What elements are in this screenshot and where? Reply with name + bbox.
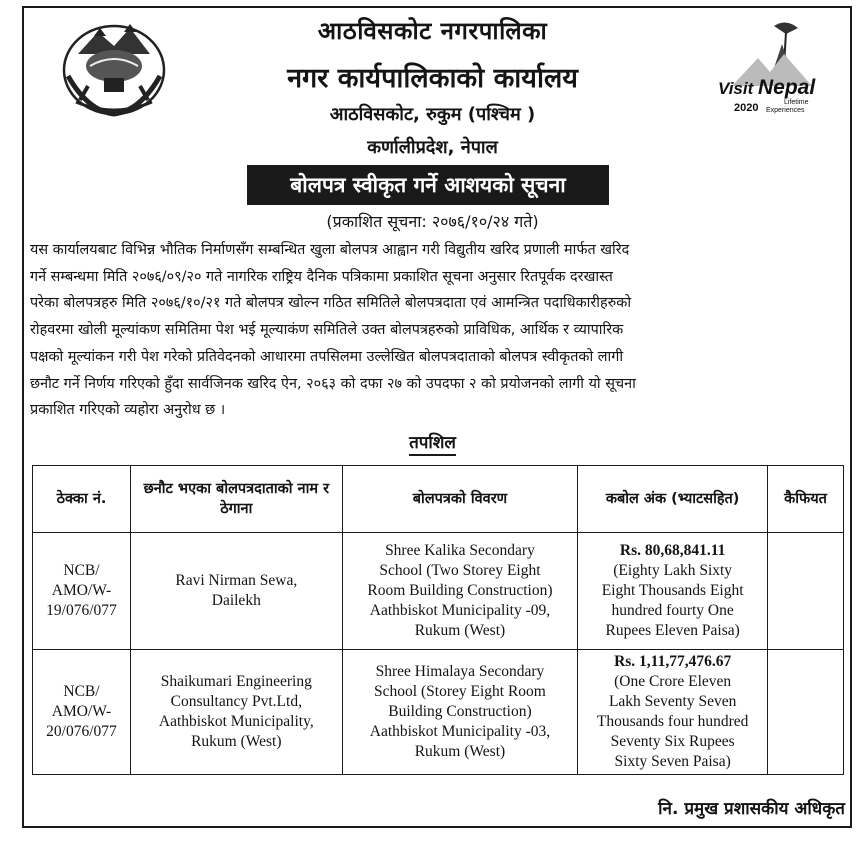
signatory-title: नि. प्रमुख प्रशासकीय अधिकृत: [658, 799, 845, 819]
province-country: कर्णालीप्रदेश, नेपाल: [367, 137, 498, 158]
amount-figure: Rs. 1,11,77,476.67: [614, 653, 732, 670]
header-bidder: छनौट भएका बोलपत्रदाताको नाम र ठेगाना: [130, 466, 342, 533]
cell-contract-no: NCB/ AMO/W- 20/076/077: [33, 650, 131, 775]
amount-figure: Rs. 80,68,841.11: [619, 542, 726, 559]
header-contract-no: ठेक्का नं.: [33, 466, 131, 533]
cell-remarks: [768, 533, 844, 650]
office-address: आठविसकोट, रुकुम (पश्चिम ): [329, 104, 536, 125]
body-line: रोहवरमा खोली मूल्यांकण समितिमा पेश भई मूल्याकंण समितिले उक्त बोलपत्रहरुको प्राविधिक, आर्थिक र व्यापारिक: [30, 322, 624, 339]
logo-tag-experiences: Experiences: [766, 107, 805, 114]
body-line: गर्ने सम्बन्धमा मिति २०७६/०९/२० गते नागरिक राष्ट्रिय दैनिक पत्रिकामा प्रकाशित सूचना अनुसार रितपूर्वक दरखास्त: [30, 268, 613, 285]
details-heading: तपशिल: [0, 430, 865, 453]
bid-award-table: [32, 465, 844, 775]
header-amount: कबोल अंक (भ्याटसहित): [578, 466, 768, 533]
header-description: बोलपत्रको विवरण: [342, 466, 578, 533]
published-date: (प्रकाशित सूचना: २०७६/१०/२४ गते): [326, 212, 539, 231]
visit-logo-text: Visit: [718, 79, 754, 98]
cell-description: Shree Himalaya Secondary School (Storey Eight Room Building Construction) Aathbiskot Municipality -03, Rukum (West): [342, 650, 578, 775]
cell-description: Shree Kalika Secondary School (Two Storey Eight Room Building Construction) Aathbiskot Municipality -09, Rukum (West): [342, 533, 578, 650]
nepal-logo-text: Nepal: [758, 76, 816, 99]
body-line: छनौट गर्ने निर्णय गरिएको हुँदा सार्वजिनक खरिद ऐन, २०६३ को दफा २७ को उपदफा २ को प्रयोजनको लागी यो सूचना: [30, 375, 636, 392]
body-line: यस कार्यालयबाट विभिन्न भौतिक निर्माणसँग सम्बन्धित खुला बोलपत्र आह्वान गरी विद्युतीय खरिद प्रणाली मार्फत खरिद: [30, 242, 630, 258]
cell-contract-no: NCB/ AMO/W- 19/076/077: [33, 533, 131, 650]
cell-amount: Rs. 1,11,77,476.67 (One Crore Eleven Lakh Seventy Seven Thousands four hundred Seventy Six Rupees Sixty Seven Paisa): [578, 650, 768, 775]
office-name: नगर कार्यपालिकाको कार्यालय: [287, 63, 578, 94]
body-line: पक्षको मूल्यांकन गरी पेश गरेको प्रतिवेदनको आधारमा तपसिलमा उल्लेखित बोलपत्रदाताको बोलपत्र स्वीकृतको लागी: [30, 348, 624, 365]
cell-amount: Rs. 80,68,841.11 (Eighty Lakh Sixty Eight Thousands Eight hundred fourty One Rupees Eleven Paisa): [578, 533, 768, 650]
notice-title: बोलपत्र स्वीकृत गर्ने आशयको सूचना: [247, 165, 609, 205]
body-line: परेका बोलपत्रहरु मिति २०७६/१०/२१ गते बोलपत्र खोल्न गठित समितिले बोलपत्रदाता एवं आमन्त्रित पदाधिकारीहरुको: [30, 295, 632, 312]
notice-body: [30, 237, 850, 424]
cell-remarks: [768, 650, 844, 775]
header-remarks: कैफियत: [768, 466, 844, 533]
body-line: प्रकाशित गरिएको व्यहोरा अनुरोध छ ।: [30, 402, 226, 419]
cell-bidder: Ravi Nirman Sewa, Dailekh: [130, 533, 342, 650]
logo-tag-lifetime: Lifetime: [784, 99, 809, 106]
municipality-name: आठविसकोट नगरपालिका: [317, 17, 548, 45]
table-row: [33, 533, 844, 650]
logo-year: 2020: [734, 102, 759, 114]
table-row: [33, 650, 844, 775]
cell-bidder: Shaikumari Engineering Consultancy Pvt.Ltd, Aathbiskot Municipality, Rukum (West): [130, 650, 342, 775]
table-header-row: [33, 466, 844, 533]
